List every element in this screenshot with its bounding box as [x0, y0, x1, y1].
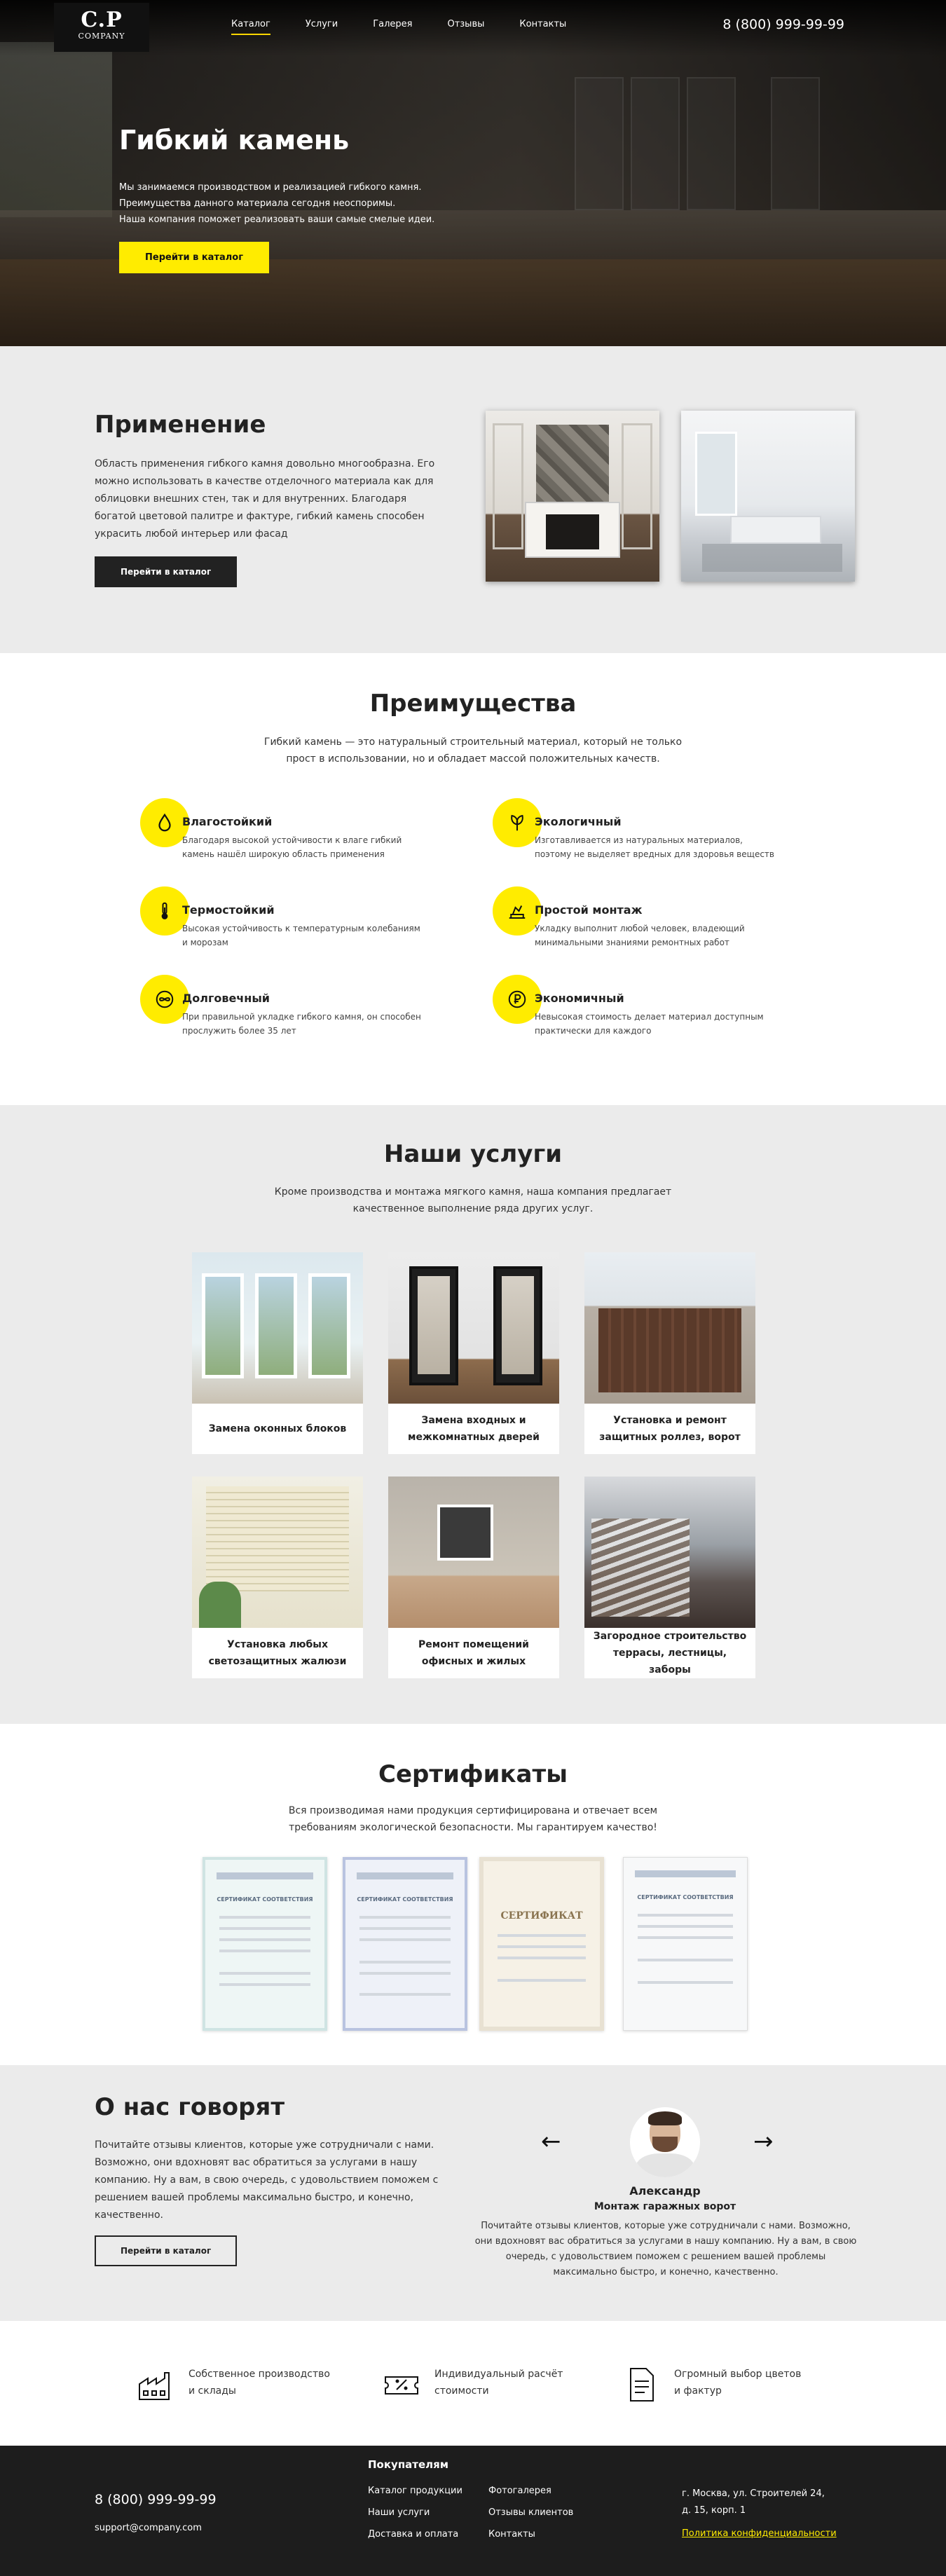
- services-section: [0, 1105, 946, 1724]
- features-section: [0, 2321, 946, 2446]
- footer-email[interactable]: support@company.com: [95, 2523, 202, 2533]
- living-room-image: [681, 411, 855, 582]
- footer-link-delivery[interactable]: Доставка и оплата: [368, 2529, 459, 2540]
- reviewer-role: Монтаж гаражных ворот: [594, 2201, 736, 2212]
- footer-address: г. Москва, ул. Строителей 24, д. 15, корп. 1: [682, 2488, 825, 2516]
- service-card[interactable]: [192, 1252, 363, 1454]
- discount-ticket-icon: [383, 2366, 420, 2404]
- reviewer-name: Александр: [629, 2184, 701, 2198]
- services-title: Наши услуги: [383, 1140, 563, 1168]
- service-card[interactable]: [388, 1252, 559, 1454]
- top-navigation: [0, 0, 946, 56]
- doors-image: [388, 1252, 559, 1404]
- service-card[interactable]: [192, 1477, 363, 1678]
- service-label: Ремонт помещений офисных и жилых: [418, 1639, 529, 1667]
- footer-link-services[interactable]: Наши услуги: [368, 2507, 430, 2518]
- fireplace-image: [486, 411, 659, 582]
- footer-link-catalog[interactable]: Каталог продукции: [368, 2486, 462, 2496]
- application-title: Применение: [95, 411, 266, 439]
- footer-heading: Покупателям: [368, 2458, 449, 2471]
- feature-item: Собственное производство и склады: [137, 2366, 330, 2404]
- service-label: Установка и ремонт защитных роллез, ворот: [599, 1415, 741, 1443]
- footer-link-contacts[interactable]: Контакты: [488, 2529, 535, 2540]
- windows-image: [192, 1252, 363, 1404]
- terrace-stairs-image: [584, 1477, 755, 1628]
- hero-text: Мы занимаемся производством и реализацией гибкого камня. Преимущества данного материала сегодня неоспоримы. Наша компания поможет реализовать ваши самые смелые идеи.: [119, 182, 435, 225]
- nav-contacts[interactable]: Контакты: [519, 19, 567, 29]
- room-repair-image: [388, 1477, 559, 1628]
- main-nav: [231, 19, 601, 35]
- certificate-image[interactable]: СЕРТИФИКАТ СООТВЕТСТВИЯ: [343, 1857, 467, 2031]
- nav-reviews[interactable]: Отзывы: [447, 19, 485, 29]
- certificate-image[interactable]: СЕРТИФИКАТ СООТВЕТСТВИЯ: [203, 1857, 327, 2031]
- service-label: Замена входных и межкомнатных дверей: [408, 1415, 540, 1443]
- footer-phone[interactable]: 8 (800) 999-99-99: [95, 2492, 217, 2507]
- certificates-section: [0, 1724, 946, 2065]
- prev-arrow-icon[interactable]: ←: [541, 2128, 561, 2156]
- reviews-title: О нас говорят: [95, 2093, 285, 2121]
- nav-services[interactable]: Услуги: [305, 19, 338, 29]
- feature-item: Индивидуальный расчёт стоимости: [383, 2366, 563, 2404]
- service-label: Замена оконных блоков: [208, 1423, 347, 1434]
- company-logo[interactable]: C.P COMPANY: [54, 3, 149, 52]
- nav-catalog[interactable]: Каталог: [231, 19, 270, 35]
- feature-item: Огромный выбор цветов и фактур: [622, 2366, 801, 2404]
- hero-content: [119, 125, 498, 273]
- reviews-catalog-button[interactable]: Перейти в каталог: [95, 2235, 237, 2266]
- service-card[interactable]: [584, 1477, 755, 1678]
- advantages-subtitle: Гибкий камень — это натуральный строительный материал, который не только прост в использовании, но и обладает массой положительных качеств.: [263, 737, 683, 765]
- service-label: Установка любых светозащитных жалюзи: [208, 1639, 347, 1667]
- application-text: Область применения гибкого камня довольно многообразна. Его можно использовать в качестве отделочного материала как для облицовки внешних стен, так и для внутренних. Благодаря богатой цветовой палитре и фактуре, гибкий камень способен украсить любой интерьер или фасад: [95, 458, 435, 540]
- reviews-section: [0, 2065, 946, 2321]
- application-section: [0, 346, 946, 653]
- application-catalog-button[interactable]: Перейти в каталог: [95, 556, 237, 587]
- factory-icon: [137, 2366, 174, 2404]
- hero-section: [0, 0, 946, 346]
- document-icon: [622, 2366, 660, 2404]
- certificates-subtitle: Вся производимая нами продукция сертифицирована и отвечает всем требованиям экологической безопасности. Мы гарантируем качество!: [288, 1805, 658, 1833]
- advantages-section: Преимущества Гибкий камень — это натуральный строительный материал, который не только прост в использовании, но и обладает массой положительных качеств. Влагостойкий Благодаря высокой устойчивости к влаге гибкий камень нашёл широкую область применения Экологичный Изготавливается из натуральных материалов, поэтому не выделяет вредных для здоровья веществ Термостойкий Высокая устойчивость к температурным колебаниям и морозам Простой монтаж Укладку выполнит любой человек, владеющий минимальными знаниями ремонтных работ Долговечный При правильной укладке гибкого камня, он способен прослужить более 35 лет Экономичный Невысокая стоимость делает материал доступным практически для каждого: [0, 653, 946, 1105]
- nav-gallery[interactable]: Галерея: [373, 19, 413, 29]
- certificates-title: Сертификаты: [378, 1760, 568, 1788]
- footer-link-gallery[interactable]: Фотогалерея: [488, 2486, 551, 2496]
- advantages-title: Преимущества: [369, 690, 577, 718]
- next-arrow-icon[interactable]: →: [753, 2128, 774, 2156]
- services-subtitle: Кроме производства и монтажа мягкого камня, наша компания предлагает качественное выполнение ряда других услуг.: [274, 1186, 672, 1214]
- certificate-image[interactable]: СЕРТИФИКАТ СООТВЕТСТВИЯ: [623, 1857, 748, 2031]
- footer-link-reviews[interactable]: Отзывы клиентов: [488, 2507, 574, 2518]
- service-card[interactable]: [584, 1252, 755, 1454]
- hero-title: Гибкий камень: [119, 125, 350, 156]
- service-label: Загородное строительство террасы, лестницы, заборы: [593, 1631, 747, 1676]
- hero-catalog-button[interactable]: Перейти в каталог: [119, 242, 269, 273]
- review-quote: Почитайте отзывы клиентов, которые уже сотрудничали с нами. Возможно, они вдохновят вас обратиться за услугами в нашу компанию. Ну а вам, в свою очередь, с удовольствием поможем с решением вашей проблемы максимально быстро, и конечно, качественно.: [474, 2221, 857, 2277]
- header-phone[interactable]: 8 (800) 999-99-99: [722, 17, 844, 32]
- service-card[interactable]: [388, 1477, 559, 1678]
- gate-image: [584, 1252, 755, 1404]
- avatar: [630, 2107, 700, 2177]
- reviews-text: Почитайте отзывы клиентов, которые уже сотрудничали с нами. Возможно, они вдохновят вас обратиться за услугами в нашу компанию. Ну а вам, в свою очередь, с удовольствием поможем с решением вашей проблемы максимально быстро, и конечно, качественно.: [95, 2139, 439, 2221]
- footer: [0, 2446, 946, 2576]
- privacy-policy-link[interactable]: Политика конфиденциальности: [682, 2528, 837, 2539]
- certificate-image[interactable]: СЕРТИФИКАТ: [479, 1857, 604, 2031]
- blinds-image: [192, 1477, 363, 1628]
